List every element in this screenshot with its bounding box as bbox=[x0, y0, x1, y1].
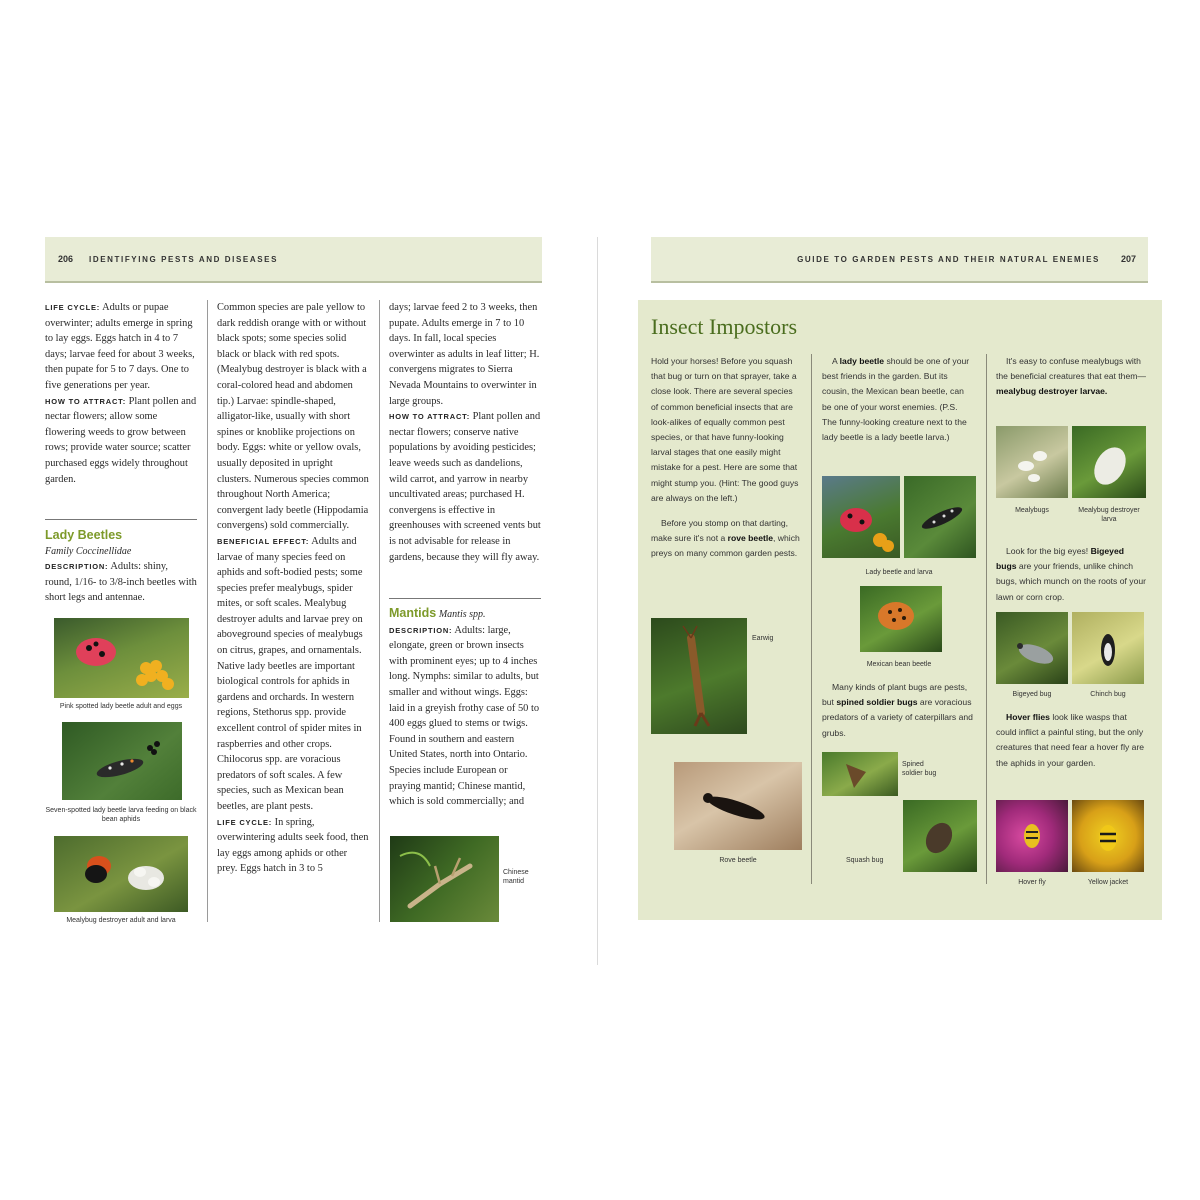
caption-lady-beetle-larva: Lady beetle and larva bbox=[865, 569, 933, 576]
section-divider bbox=[45, 519, 197, 520]
mantids-section bbox=[389, 606, 541, 810]
photo-yellow-jacket bbox=[1072, 800, 1144, 872]
mealybug-destroyer-icon bbox=[54, 836, 188, 912]
photo-pink-spotted-lady-beetle bbox=[54, 618, 189, 698]
caption-pink-spotted: Pink spotted lady beetle adult and eggs bbox=[59, 703, 183, 710]
photo-hover-fly bbox=[996, 800, 1068, 872]
lady-beetle-icon-2 bbox=[822, 476, 900, 558]
how-to-attract-label-2: HOW TO ATTRACT: bbox=[389, 412, 471, 422]
rove-beetle-term: rove beetle bbox=[727, 533, 774, 544]
column-rule-2 bbox=[379, 300, 380, 922]
caption-mealybug-destroyer: Mealybug destroyer adult and larva bbox=[66, 917, 176, 924]
lady-text-b: should be one of your best friends in the garden. But its cousin, the Mexican bean beetle, can be one of your worst enemies. (P.S. The funny-looking creature next to the lady beetle is a lady beetle larva.) bbox=[822, 356, 970, 443]
bigeyed-bug-icon bbox=[996, 612, 1068, 684]
caption-seven-spotted: Seven-spotted lady beetle larva feeding on black bean aphids bbox=[45, 807, 197, 823]
caption-spined-soldier-bug: Spined soldier bug bbox=[902, 761, 937, 777]
how-to-attract-text-2: Plant pollen and nectar flowers; conserve native populations by avoiding pesticides; leave weeds such as dandelions, wild carrot, and yarrow in nearby uncultivated areas; purchased H. convergens is effective in greenhouses with screened vents but is not advisable for release in gardens, because they will fly away. bbox=[389, 411, 541, 563]
box-column-1 bbox=[651, 354, 801, 562]
photo-lady-beetle bbox=[822, 476, 900, 558]
hover-fly-icon bbox=[996, 800, 1068, 872]
life-cycle-label-2: LIFE CYCLE: bbox=[217, 817, 273, 827]
larva-icon-2 bbox=[904, 476, 976, 558]
mealybug-paragraph bbox=[996, 354, 1146, 400]
earwig-icon bbox=[651, 618, 747, 734]
photo-mealybugs bbox=[996, 426, 1068, 498]
mealybug-icon bbox=[996, 426, 1068, 498]
right-running-head: GUIDE TO GARDEN PESTS AND THEIR NATURAL ENEMIES bbox=[797, 255, 1100, 264]
photo-mealybug-destroyer-larva bbox=[1072, 426, 1146, 498]
caption-hover-fly: Hover fly bbox=[1018, 879, 1046, 886]
photo-mexican-bean-beetle bbox=[860, 586, 942, 652]
lady-beetle-description-cont: Common species are pale yellow to dark reddish orange with or without black spots; some species solid black or black with red spots. (Mealybug destroyer is black with a coral-colored head and abdomen tip.) Larvae: spindle-shaped, alligator-like, usually with short spines or knoblike projections on body. Eggs: white or yellow ovals, usually deposited in upright clusters. Numerous species common throughout North America; convergent lady beetle (Hippodamia convergens) sold commercially. bbox=[217, 302, 369, 532]
box-column-3 bbox=[996, 354, 1146, 400]
box-column-rule-2 bbox=[986, 354, 987, 884]
how-to-attract-text: Plant pollen and nectar flowers; allow some flowering weeds to grow between rows; provide water source; scatter purchased eggs widely throughout garden. bbox=[45, 395, 197, 485]
left-running-header bbox=[45, 237, 542, 283]
family-name: Family Coccinellidae bbox=[45, 545, 132, 557]
rove-beetle-paragraph bbox=[651, 516, 801, 562]
lady-beetle-paragraph bbox=[822, 354, 974, 445]
caption-yellow-jacket: Yellow jacket bbox=[1087, 879, 1129, 886]
photo-bigeyed-bug bbox=[996, 612, 1068, 684]
description-text: Adults: shiny, round, 1/16- to 3/8-inch beetles with short legs and antennae. bbox=[45, 561, 197, 604]
squash-bug-icon bbox=[903, 800, 977, 872]
photo-rove-beetle bbox=[674, 762, 802, 850]
soldier-bug-icon bbox=[822, 752, 898, 796]
mantids-genus: Mantis spp. bbox=[438, 609, 486, 620]
photo-lady-beetle-larva bbox=[904, 476, 976, 558]
lady-beetle-icon bbox=[54, 618, 189, 698]
rove-text-b: , which preys on many common garden pests. bbox=[651, 533, 800, 559]
left-column-1 bbox=[45, 300, 197, 487]
caption-mealybugs: Mealybugs bbox=[1015, 507, 1049, 514]
life-cycle-label: LIFE CYCLE: bbox=[45, 303, 101, 312]
spined-soldier-paragraph bbox=[822, 680, 974, 741]
right-running-header bbox=[651, 237, 1148, 283]
beneficial-effect-text: Adults and larvae of many species feed on aphids and soft-bodied pests; some species prefer mealybugs, spider mites, or soft scales. Mealybug destroyer adults and larvae prey on aboveground species of mealybugs on citrus, grapes, and ornamentals. Native lady beetles are important biological controls for aphids in gardens and orchards. In western regions, Stethorus spp. provide excellent control of spider mites in raspberries and other crops. Chilocorus spp. are voracious predators of soft scales. A few species, such as Mexican bean beetles, are plant pests. bbox=[217, 535, 363, 812]
box-column-rule-1 bbox=[811, 354, 812, 884]
left-running-head: IDENTIFYING PESTS AND DISEASES bbox=[89, 255, 279, 264]
caption-earwig: Earwig bbox=[752, 635, 774, 642]
hover-fly-paragraph bbox=[996, 710, 1146, 771]
mexican-bean-beetle-icon bbox=[860, 586, 942, 652]
photo-squash-bug bbox=[903, 800, 977, 872]
spined-text-a: Many kinds of plant bugs are pests, but bbox=[822, 682, 968, 708]
photo-chinch-bug bbox=[1072, 612, 1144, 684]
section-divider-2 bbox=[389, 598, 541, 599]
photo-earwig bbox=[651, 618, 747, 734]
caption-chinese-mantid: Chinese mantid bbox=[503, 869, 529, 885]
rove-text-a: Before you stomp on that darting, make sure it's not a bbox=[651, 518, 789, 544]
life-cycle-text-2: In spring, overwintering adults seek food, then lay eggs among aphids or other prey. Eggs hatch in 3 to 5 bbox=[217, 816, 369, 875]
hover-text-b: look like wasps that could inflict a painful sting, but the only creatures that need fear a hover fly are the aphids in your garden. bbox=[996, 712, 1145, 768]
bigeyed-bugs-term: Bigeyed bugs bbox=[996, 546, 1124, 572]
caption-mealybug-destroyer-larva: Mealybug destroyer larva bbox=[1078, 507, 1140, 523]
description-label: DESCRIPTION: bbox=[45, 562, 109, 572]
box-column-2 bbox=[822, 354, 974, 445]
lady-beetles-section bbox=[45, 528, 197, 606]
left-column-3 bbox=[389, 300, 541, 565]
caption-bigeyed-bug: Bigeyed bug bbox=[1012, 691, 1052, 698]
photo-spined-soldier-bug bbox=[822, 752, 898, 796]
intro-paragraph: Hold your horses! Before you squash that bug or turn on that sprayer, take a close look. There are several species of common beneficial insects that are look-alikes of equally common pest species, or that have funny-looking larval stages that one easily might mistake for a pest. Here are some that might stump you. (Hint: The good guys are always on the left.) bbox=[651, 356, 799, 503]
mealy-text-a: It's easy to confuse mealybugs with the beneficial creatures that eat them— bbox=[996, 356, 1146, 382]
description-label-2: DESCRIPTION: bbox=[389, 625, 453, 635]
page-gutter bbox=[597, 237, 598, 965]
life-cycle-cont: days; larvae feed 2 to 3 weeks, then pupate. Adults emerge in 7 to 10 days. In fall, local species overwinter as adults in leaf litter; H. convergens migrates to Sierra Nevada Mountains to overwinter in large groups. bbox=[389, 302, 540, 407]
bigeyed-paragraph bbox=[996, 544, 1146, 605]
section-title-mantids: Mantids bbox=[389, 606, 437, 620]
bigeyed-text-b: are your friends, unlike chinch bugs, which munch on the roots of your lawn or corn crop. bbox=[996, 561, 1146, 602]
right-page-number: 207 bbox=[1120, 254, 1136, 264]
mantid-icon bbox=[390, 836, 499, 922]
rove-beetle-icon bbox=[674, 762, 802, 850]
bigeyed-text-a: Look for the big eyes! bbox=[1006, 546, 1091, 556]
left-column-2 bbox=[217, 300, 369, 877]
spined-text-b: are voracious predators of a variety of caterpillars and grubs. bbox=[822, 697, 973, 738]
beneficial-effect-label: BENEFICIAL EFFECT: bbox=[217, 536, 310, 546]
photo-seven-spotted-larva bbox=[62, 722, 182, 800]
lady-beetle-term: lady beetle bbox=[839, 356, 885, 366]
larva-icon bbox=[62, 722, 182, 800]
photo-chinese-mantid bbox=[390, 836, 499, 922]
caption-rove-beetle: Rove beetle bbox=[719, 857, 757, 864]
spined-soldier-term: spined soldier bugs bbox=[836, 697, 918, 708]
lady-text-a: A bbox=[832, 356, 840, 366]
caption-chinch-bug: Chinch bug bbox=[1090, 691, 1126, 698]
chinch-bug-icon bbox=[1072, 612, 1144, 684]
hover-flies-term: Hover flies bbox=[1006, 712, 1050, 722]
section-title-lady-beetles: Lady Beetles bbox=[45, 528, 123, 542]
caption-mexican-bean-beetle: Mexican bean beetle bbox=[866, 661, 932, 668]
caption-squash-bug: Squash bug bbox=[846, 857, 884, 864]
column-rule bbox=[207, 300, 208, 922]
photo-mealybug-destroyer bbox=[54, 836, 188, 912]
box-title: Insect Impostors bbox=[651, 314, 798, 339]
life-cycle-text: Adults or pupae overwinter; adults emerge in spring to lay eggs. Eggs hatch in 4 to 7 days; larvae feed for about 3 weeks, then pupate for 5 to 7 days. One to five generations per year. bbox=[45, 302, 195, 391]
mantids-description: Adults: large, elongate, green or brown insects with prominent eyes; up to 4 inches long. Nymphs: similar to adults, but smaller and without wings. Eggs: laid in a greyish frothy case of 50 to 400 eggs glued to stems or twigs. Found in southern and eastern United States, north into Ontario. Species include European or praying mantid; Chinese mantid, which is sold commercially; and bbox=[389, 624, 540, 808]
how-to-attract-label: HOW TO ATTRACT: bbox=[45, 396, 127, 406]
destroyer-larva-icon bbox=[1072, 426, 1146, 498]
mealybug-destroyer-term: mealybug destroyer larvae. bbox=[996, 386, 1108, 397]
left-page-number: 206 bbox=[58, 254, 74, 264]
yellow-jacket-icon bbox=[1072, 800, 1144, 872]
